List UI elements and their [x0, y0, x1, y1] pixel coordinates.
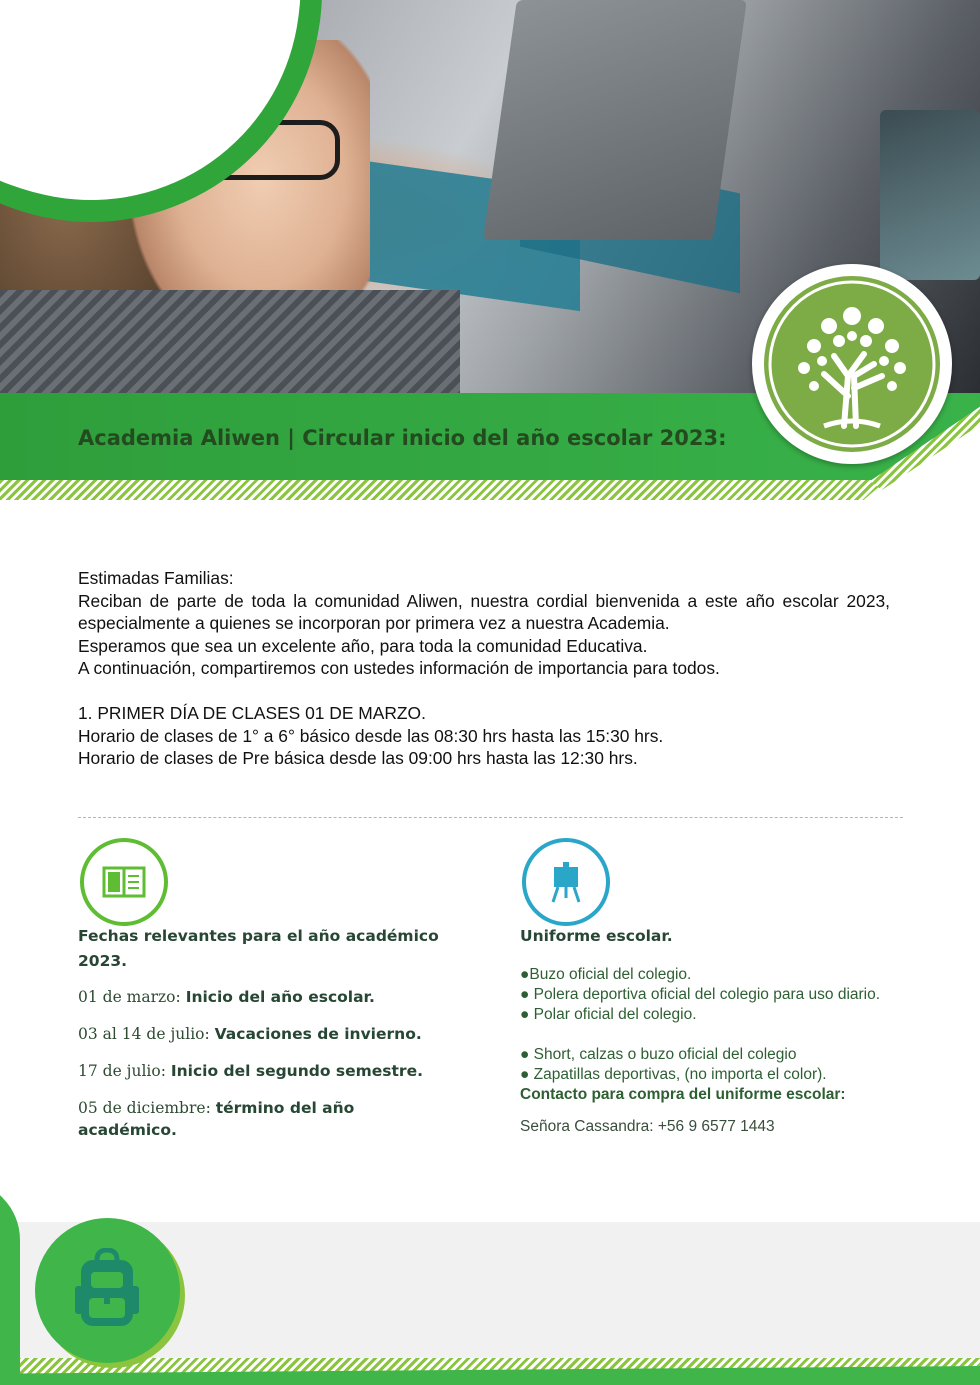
circular-body — [78, 567, 890, 770]
easel-icon — [522, 838, 610, 926]
hero-laptop — [483, 0, 747, 240]
backpack-icon — [35, 1218, 180, 1363]
date-event: Vacaciones de invierno. — [214, 1025, 422, 1043]
date-event: Inicio del año escolar. — [185, 988, 375, 1006]
schedule-basic: Horario de clases de 1° a 6° básico desde las 08:30 hrs hasta las 15:30 hrs. — [78, 725, 664, 746]
date-label: 05 de diciembre: — [78, 1099, 211, 1117]
uniform-heading: Uniforme escolar. — [520, 927, 673, 945]
contact-info: Señora Cassandra: +56 9 6577 1443 — [520, 1118, 775, 1135]
greeting: Estimadas Familias: — [78, 568, 234, 588]
date-label: 17 de julio: — [78, 1062, 166, 1080]
uniform-item: ● Short, calzas o buzo oficial del colegio — [520, 1046, 797, 1063]
date-event: término del año académico. — [78, 1099, 355, 1139]
title-band-stripes — [0, 480, 980, 500]
uniform-item: ● Zapatillas deportivas, (no importa el color). — [520, 1066, 827, 1083]
date-label: 01 de marzo: — [78, 988, 181, 1006]
first-day-heading: 1. PRIMER DÍA DE CLASES 01 DE MARZO. — [78, 702, 426, 723]
schedule-pre: Horario de clases de Pre básica desde las 09:00 hrs hasta las 12:30 hrs. — [78, 748, 638, 769]
school-uniform — [520, 924, 900, 1137]
book-icon — [80, 838, 168, 926]
date-label: 03 al 14 de julio: — [78, 1025, 210, 1043]
page-title: Academia Aliwen | Circular inicio del año escolar 2023: — [78, 426, 727, 450]
uniform-item: ● Polar oficial del colegio. — [520, 1006, 697, 1023]
contact-heading: Contacto para compra del uniforme escolar: — [520, 1086, 846, 1103]
welcome-paragraph: Reciban de parte de toda la comunidad Aliwen, nuestra cordial bienvenida a este año escolar 2023, especialmente a quienes se incorporan por primera vez a nuestra Academia. — [78, 590, 890, 634]
school-logo — [752, 264, 952, 464]
date-item — [78, 1060, 458, 1082]
hope-line: Esperamos que sea un excelente año, para toda la comunidad Educativa. — [78, 635, 648, 656]
tree-icon — [764, 276, 940, 452]
date-item — [78, 1097, 458, 1141]
date-event: Inicio del segundo semestre. — [170, 1062, 423, 1080]
date-item — [78, 1023, 458, 1045]
date-item — [78, 986, 458, 1008]
uniform-item: ●Buzo oficial del colegio. — [520, 966, 692, 983]
footer-left-curve — [0, 1180, 20, 1385]
hero-sweater — [0, 290, 460, 400]
section-divider — [78, 817, 903, 818]
relevant-dates — [78, 924, 458, 1156]
hero-laptop-2 — [880, 110, 980, 280]
dates-heading: Fechas relevantes para el año académico 2023. — [78, 927, 439, 970]
uniform-item: ● Polera deportiva oficial del colegio para uso diario. — [520, 986, 881, 1003]
info-line: A continuación, compartiremos con ustedes información de importancia para todos. — [78, 658, 720, 679]
